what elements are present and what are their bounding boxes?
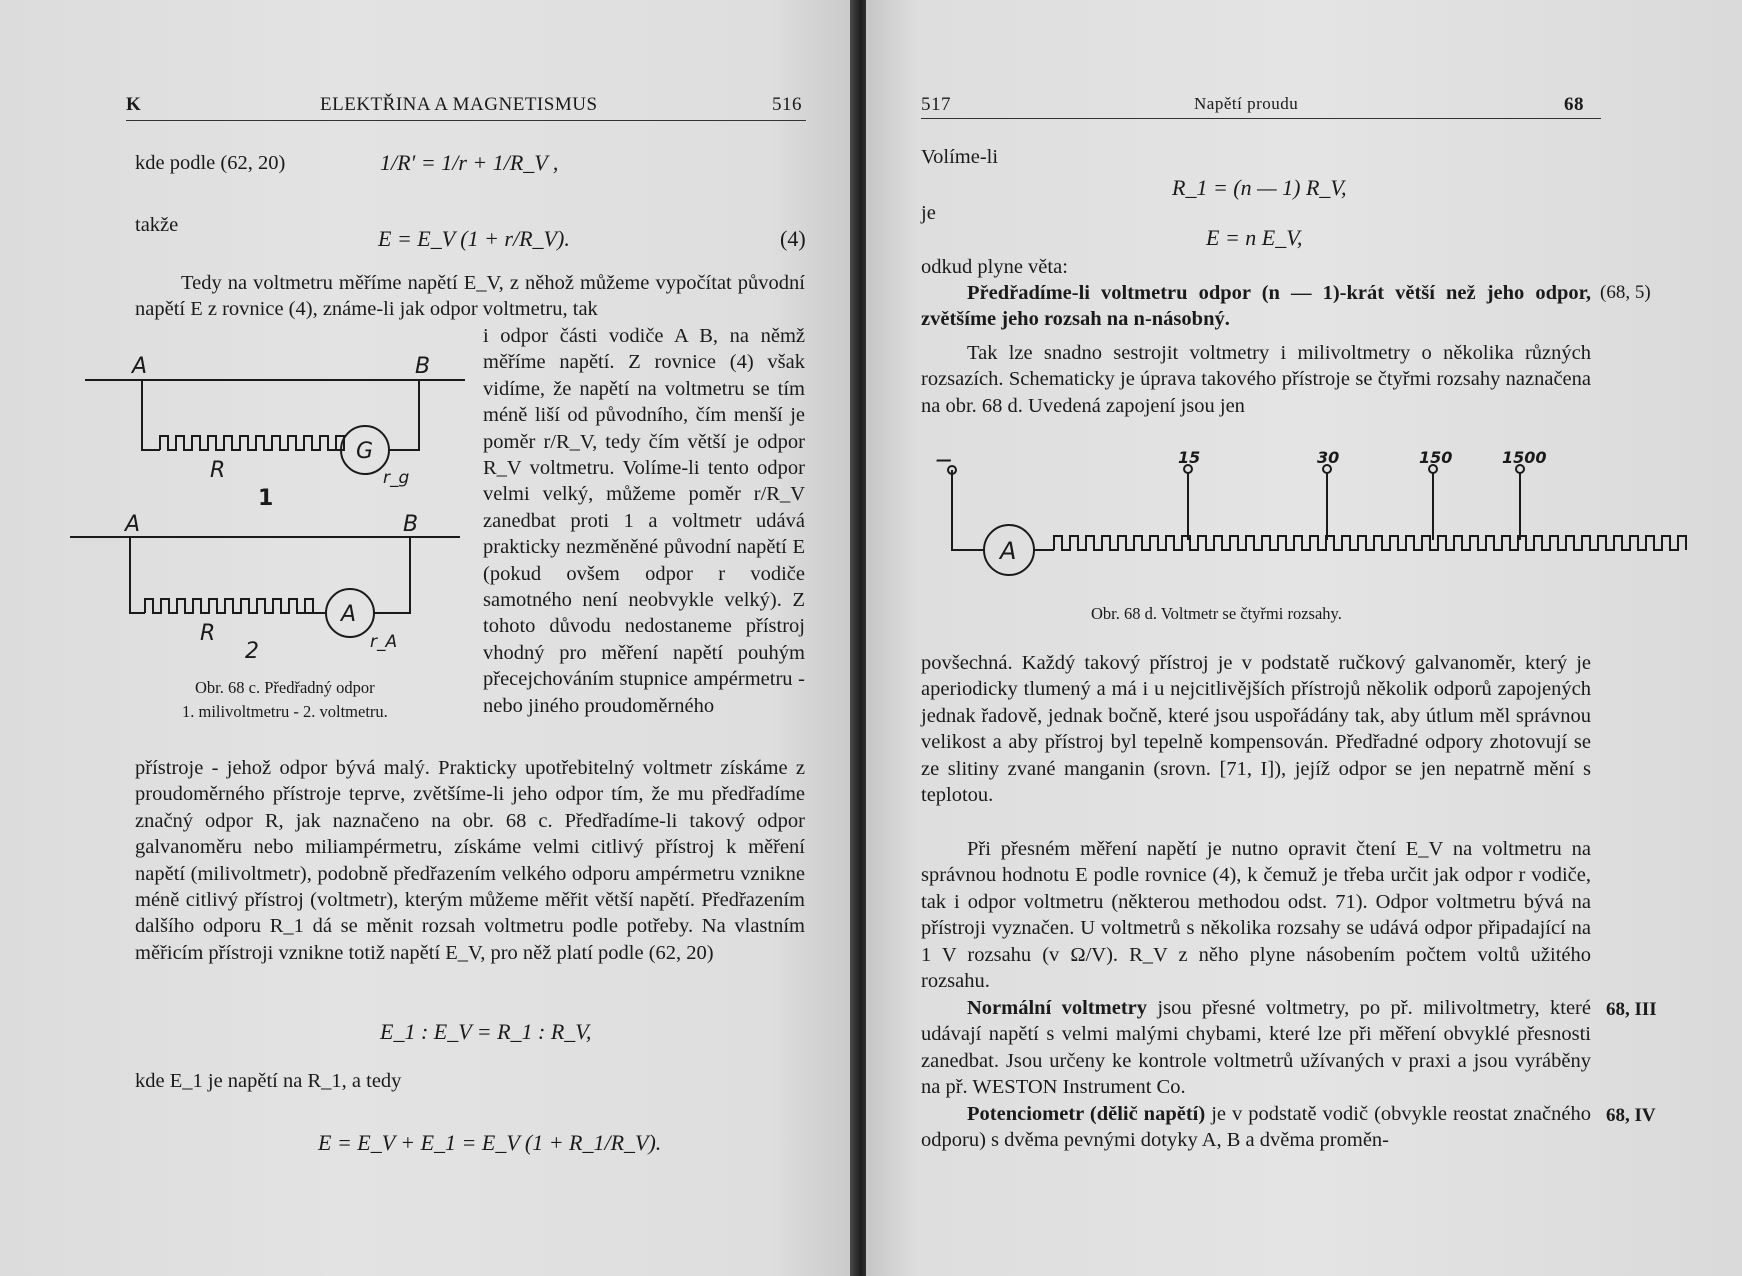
figure-68c: [70, 355, 470, 695]
term: Normální voltmetry: [967, 997, 1148, 1019]
resistor-r: [145, 599, 313, 613]
text-line: Volíme-li: [921, 146, 999, 168]
formula-label: takže: [135, 214, 179, 236]
formula-ratio: E_1 : E_V = R_1 : R_V,: [380, 1019, 592, 1044]
label-r: R: [210, 458, 226, 483]
theorem: Předřadíme-li voltmetru odpor (n — 1)-krát větší než jeho odpor, zvětšíme jeho rozsah na n-násobný.: [921, 282, 1591, 331]
paragraph: Při přesném měření napětí je nutno opravit čtení E_V na voltmetru na správnou hodnotu E podle rovnice (4), k čemuž je třeba určit jak odpor r vodiče, tak i odpor voltmetru (některou methodou odst. 71). Odpor voltmetru bývá na přístroji vyznačen. U voltmetrů s několika rozsahy se udává odpor připadající na 1 V rozsahu (v Ω/V). R_V z něho plyne násobením počtem voltů užitého rozsahu.: [921, 838, 1591, 993]
paragraph: přístroje - jehož odpor bývá malý. Prakticky upotřebitelný voltmetr získáme z proudoměrného přístroje teprve, zvětšíme-li jeho odpor tím, že mu předřadíme značný odpor R, jak naznačeno na obr. 68 c. Předřadíme-li takový odpor galvanoměru nebo miliampérmetru, získáme velmi citlivý přístroj k měření napětí (milivoltmetr), podobně předřazením velkého odporu ampérmetru vznikne méně citlivý přístroj (voltmetr), kterým můžeme měřit větší napětí. Předřazením dalšího odporu R_1 dá se měnit rozsah voltmetru podle potřeby. Na vlastním měřicím přístroji vznikne totiž napětí E_V, pro něž platí podle (62, 20): [135, 757, 805, 964]
wire: [142, 380, 160, 450]
range-label: 150: [1419, 448, 1453, 467]
range-label: 1500: [1502, 448, 1547, 467]
label-rg: r_g: [383, 468, 410, 488]
formula-total: E = E_V + E_1 = E_V (1 + R_1/R_V).: [318, 1130, 662, 1155]
wire: [952, 470, 984, 550]
formula-e: E = n E_V,: [1206, 225, 1303, 250]
running-title: Napětí proudu: [1194, 94, 1299, 113]
label-r: R: [200, 621, 216, 646]
label-amm: A: [341, 602, 357, 627]
wire: [374, 537, 410, 613]
header-rule: [921, 118, 1601, 119]
figure-caption: Obr. 68 d. Voltmetr se čtyřmi rozsahy.: [1091, 604, 1342, 623]
figure-68d: [936, 445, 1547, 575]
text-line: odkud plyne věta:: [921, 256, 1068, 278]
paragraph: Tak lze snadno sestrojit voltmetry i milivoltmetry o několika různých rozsazích. Schematicky je úprava takového přístroje se čtyřmi rozsahy naznačena na obr. 68 d. Uvedená zapojení jsou jen: [921, 342, 1591, 417]
paragraph: Normální voltmetry jsou přesné voltmetry, po př. milivoltmetry, které udávají napětí s velmi malými chybami, které lze při měření obvyklé přesnosti zanedbat. Jsou určeny ke kontrole voltmetrů užívaných v praxi a jsou vyráběny na př. WESTON Instrument Co.: [921, 997, 1591, 1099]
section-number: 68: [1564, 94, 1584, 115]
resistor-r: [160, 436, 344, 450]
label-a: A: [132, 354, 148, 379]
figure-caption: 1. milivoltmetru - 2. voltmetru.: [182, 702, 388, 721]
margin-ref: (68, 5): [1600, 282, 1651, 303]
paragraph: kde E_1 je napětí na R_1, a tedy: [135, 1070, 402, 1092]
wire: [389, 380, 419, 450]
formula-label: kde podle (62, 20): [135, 152, 286, 174]
section-letter: K: [126, 94, 142, 115]
label-g: G: [356, 439, 374, 464]
paragraph: Potenciometr (dělič napětí) je v podstatě vodič (obvykle reostat značného odporu) s dvěma pevnými dotyky A, B a dvěma proměn-: [921, 1103, 1591, 1152]
margin-ref: 68, IV: [1606, 1105, 1656, 1126]
terminal-label: —: [936, 450, 952, 469]
label-2: 2: [245, 639, 259, 664]
equation-number: (4): [780, 226, 806, 251]
formula-voltage: E = E_V (1 + r/R_V).: [378, 226, 570, 251]
formula-r1: R_1 = (n — 1) R_V,: [1172, 175, 1347, 200]
paragraph: povšechná. Každý takový přístroj je v podstatě ručkový galvanoměr, který je aperiodicky tlumený a má i u nejcitlivějších přístrojů několik odporů zapojených jednak řadově, jednak bočně, které jsou uspořádány tak, aby útlum měl správnou velikost a aby přístroj byl tepelně kompensován. Předřadné odpory zhotovují se ze slitiny zvané manganin (srovn. [71, I]), jejíž odpor se jen nepatrně mění s teplotou.: [921, 652, 1591, 807]
label-1: 1: [258, 486, 274, 511]
paragraph: Tedy na voltmetru měříme napětí E_V, z něhož můžeme vypočítat původní napětí E z rovnice (4), známe-li jak odpor voltmetru, tak: [135, 272, 805, 321]
range-label: 15: [1178, 448, 1201, 467]
running-title: ELEKTŘINA A MAGNETISMUS: [320, 94, 598, 115]
label-b: B: [415, 354, 431, 379]
text-line: je: [921, 202, 936, 224]
label-a: A: [125, 512, 141, 537]
range-label: 30: [1317, 448, 1340, 467]
wire: [130, 537, 145, 613]
label-ra: r_A: [370, 632, 398, 652]
right-page: [866, 0, 1742, 1276]
figure-caption: Obr. 68 c. Předřadný odpor: [195, 678, 375, 697]
page-number: 516: [772, 94, 802, 115]
term: Potenciometr (dělič napětí): [967, 1103, 1206, 1125]
formula-resistance: 1/R′ = 1/r + 1/R_V ,: [380, 150, 559, 175]
margin-ref: 68, III: [1606, 999, 1657, 1020]
left-page: [0, 0, 856, 1276]
ammeter-label: A: [1000, 537, 1017, 565]
label-b: B: [403, 512, 419, 537]
header-rule: [126, 120, 806, 121]
page-number: 517: [921, 94, 951, 115]
resistor-chain: [1054, 536, 1686, 550]
paragraph-column: i odpor části vodiče A B, na němž měříme napětí. Z rovnice (4) však vidíme, že napětí na voltmetru se tím méně liší od původního, čím menší je poměr r/R_V, tedy čím větší je odpor R_V voltmetru. Volíme-li tento odpor velmi velký, můžeme poměr r/R_V zanedbat proti 1 a voltmetr udává prakticky nezměněné původní napětí E (pokud ovšem odpor r vodiče samotného není neobvykle velký). Z tohoto důvodu nedostaneme přístroj vhodný pro měření napětí pouhým přecejchováním stupnice ampérmetru - nebo jiného proudoměrného: [483, 325, 805, 717]
